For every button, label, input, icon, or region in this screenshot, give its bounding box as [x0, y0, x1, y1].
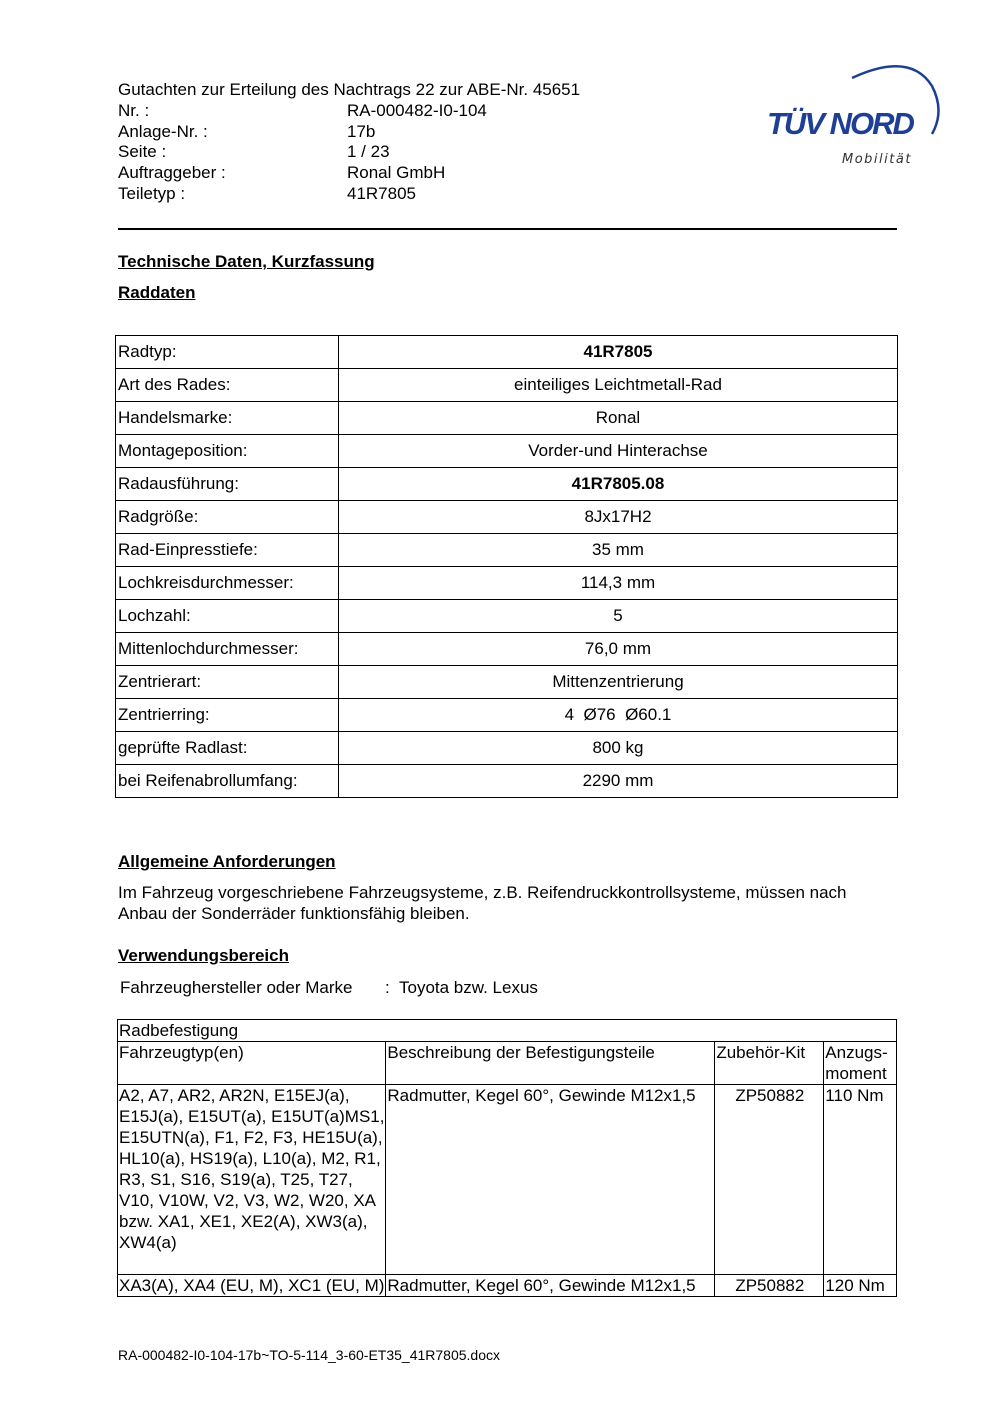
header-label: Anlage-Nr. :	[118, 121, 208, 141]
table-row	[116, 336, 898, 369]
document-header	[118, 80, 580, 205]
manufacturer-line	[120, 978, 538, 998]
allgemein-paragraph: Im Fahrzeug vorgeschriebene Fahrzeugsysteme, z.B. Reifendruckkontrollsysteme, müssen nach Anbau der Sonderräder funktionsfähig bleiben.	[118, 883, 847, 923]
row-label: Lochkreisdurchmesser:	[116, 567, 339, 600]
fastening-description: Radmutter, Kegel 60°, Gewinde M12x1,5	[386, 1275, 715, 1297]
logo-brand: TÜV NORD	[767, 106, 913, 141]
header-divider	[118, 228, 897, 230]
row-value: Vorder-und Hinterachse	[339, 435, 898, 468]
header-value: RA-000482-I0-104	[347, 100, 487, 120]
manufacturer-label: Fahrzeughersteller oder Marke	[120, 978, 353, 997]
row-label: Zentrierring:	[116, 699, 339, 732]
table-row	[116, 567, 898, 600]
section-heading-verwendungsbereich: Verwendungsbereich	[118, 946, 289, 965]
table-row	[116, 732, 898, 765]
column-header: Zubehör-Kit	[715, 1042, 824, 1085]
document-title: Gutachten zur Erteilung des Nachtrags 22 zur ABE-Nr. 45651	[118, 80, 581, 99]
header-label: Auftraggeber :	[118, 163, 226, 183]
row-value: einteiliges Leichtmetall-Rad	[339, 369, 898, 402]
table-row	[116, 666, 898, 699]
row-value: 800 kg	[339, 732, 898, 765]
row-value: Ronal	[339, 402, 898, 435]
header-value: 17b	[347, 121, 376, 141]
row-label: Radgröße:	[116, 501, 339, 534]
table-row	[116, 534, 898, 567]
row-label: Handelsmarke:	[116, 402, 339, 435]
header-row-nr	[118, 101, 580, 122]
row-value: 2290 mm	[339, 765, 898, 798]
row-value: 76,0 mm	[339, 633, 898, 666]
row-label: Rad-Einpresstiefe:	[116, 534, 339, 567]
column-header: Fahrzeugtyp(en)	[118, 1042, 386, 1085]
accessory-kit: ZP50882	[715, 1275, 824, 1297]
fastening-description: Radmutter, Kegel 60°, Gewinde M12x1,5	[386, 1085, 715, 1275]
fastening-title: Radbefestigung	[118, 1020, 897, 1042]
header-value: Ronal GmbH	[347, 163, 446, 183]
row-value: 41R7805.08	[339, 468, 898, 501]
table-row	[118, 1275, 897, 1297]
row-value: 41R7805	[339, 336, 898, 369]
header-value: 41R7805	[347, 183, 417, 203]
row-label: Lochzahl:	[116, 600, 339, 633]
table-row	[116, 402, 898, 435]
header-label: Nr. :	[118, 100, 150, 120]
vehicle-types: XA3(A), XA4 (EU, M), XC1 (EU, M)	[119, 1276, 385, 1295]
row-value: Mittenzentrierung	[339, 666, 898, 699]
table-row	[116, 600, 898, 633]
table-row	[116, 468, 898, 501]
header-row-auftraggeber	[118, 163, 580, 184]
row-label: Montageposition:	[116, 435, 339, 468]
row-value: 4 Ø76 Ø60.1	[339, 699, 898, 732]
row-label: geprüfte Radlast:	[116, 732, 339, 765]
table-row	[116, 369, 898, 402]
table-row	[116, 633, 898, 666]
section-heading-technische-daten: Technische Daten, Kurzfassung	[118, 252, 375, 271]
section-heading-allgemeine-anforderungen: Allgemeine Anforderungen	[118, 852, 336, 871]
row-value: 114,3 mm	[339, 567, 898, 600]
table-title-row	[118, 1020, 897, 1042]
header-label: Teiletyp :	[118, 183, 186, 203]
header-label: Seite :	[118, 142, 167, 162]
header-row-anlage	[118, 122, 580, 143]
footer-filename: RA-000482-I0-104-17b~TO-5-114_3-60-ET35_41R7805.docx	[118, 1347, 501, 1363]
row-label: Radausführung:	[116, 468, 339, 501]
logo-subtitle: Mobilität	[842, 152, 912, 167]
accessory-kit: ZP50882	[715, 1085, 824, 1275]
row-label: Art des Rades:	[116, 369, 339, 402]
row-label: Zentrierart:	[116, 666, 339, 699]
manufacturer-value: Toyota bzw. Lexus	[399, 978, 538, 997]
row-label: bei Reifenabrollumfang:	[116, 765, 339, 798]
header-row-teiletyp	[118, 184, 580, 205]
table-row	[116, 765, 898, 798]
table-row	[116, 435, 898, 468]
table-row	[116, 699, 898, 732]
row-label: Mittenlochdurchmesser:	[116, 633, 339, 666]
table-header-row	[118, 1042, 897, 1085]
header-value: 1 / 23	[347, 142, 390, 162]
wheel-data-table	[115, 335, 898, 798]
row-value: 5	[339, 600, 898, 633]
fastening-table	[117, 1019, 897, 1297]
row-value: 35 mm	[339, 534, 898, 567]
column-header: Beschreibung der Befestigungsteile	[386, 1042, 715, 1085]
torque: 120 Nm	[824, 1275, 897, 1297]
column-header: Anzugs- moment	[824, 1042, 897, 1085]
tuev-nord-logo	[760, 56, 945, 171]
table-row	[118, 1085, 897, 1275]
torque: 110 Nm	[824, 1085, 897, 1275]
vehicle-types: A2, A7, AR2, AR2N, E15EJ(a), E15J(a), E15UT(a), E15UT(a)MS1, E15UTN(a), F1, F2, F3, HE15U(a), HL10(a), HS19(a), L10(a), M2, R1, R3, S1, S16, S19(a), T25, T27, V10, V10W, V2, V3, W2, W20, XA bzw. XA1, XE1, XE2(A), XW3(a), XW4(a)	[118, 1085, 386, 1275]
row-label: Radtyp:	[116, 336, 339, 369]
manufacturer-separator: :	[385, 978, 390, 997]
header-row-seite	[118, 142, 580, 163]
section-heading-raddaten: Raddaten	[118, 283, 196, 302]
row-value: 8Jx17H2	[339, 501, 898, 534]
table-row	[116, 501, 898, 534]
